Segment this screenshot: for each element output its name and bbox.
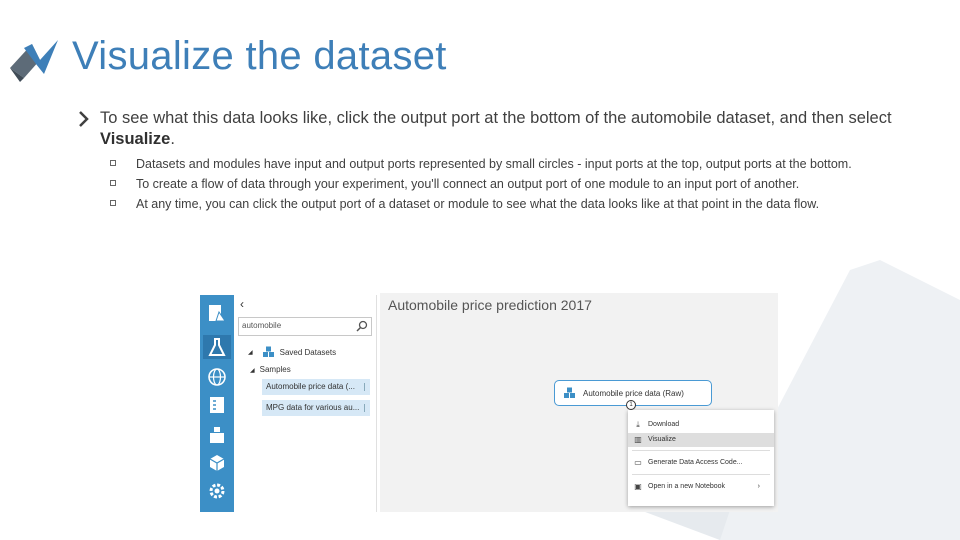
module-palette [234,295,377,512]
sub-bullet-list [110,156,870,216]
menu-separator [632,474,770,475]
main-bullet-text [100,108,948,150]
tree-node-label: Saved Datasets [279,347,337,357]
collapse-palette-button[interactable]: ‹ [240,297,244,311]
studio-screenshot [200,293,778,512]
visualize-chart-icon: ▥ [634,435,642,444]
sidebar-experiments-button[interactable] [203,335,231,359]
menu-item-download[interactable] [628,418,774,432]
icon-sidebar [200,295,234,512]
palette-dataset-item[interactable] [262,400,370,416]
sidebar-notebook-button[interactable] [203,301,231,325]
dataset-item-label: Automobile price data (... [266,382,355,391]
item-divider [364,404,365,412]
menu-separator [632,450,770,451]
logo-icon [10,38,64,82]
context-menu [628,410,774,506]
sub-bullet-text: At any time, you can click the output port of a dataset or module to see what the data looks like at that point in the data flow. [136,197,820,211]
sidebar-trained-models-button[interactable] [203,423,231,447]
menu-item-generate-code[interactable] [628,456,774,470]
palette-dataset-item[interactable] [262,379,370,395]
square-bullet-icon [110,180,116,186]
menu-item-label: Open in a new Notebook [648,483,726,490]
globe-icon [206,366,228,388]
search-value: automobile [242,321,282,330]
datasets-stack-icon [262,346,276,358]
notebook-icon: ▣ [634,482,642,491]
gear-icon [206,480,228,502]
sidebar-modules-button[interactable] [203,451,231,475]
menu-item-open-notebook[interactable] [628,480,774,494]
experiment-canvas[interactable] [380,293,778,512]
chevron-right-icon [78,110,90,128]
tree-node-saved-datasets[interactable] [248,346,336,358]
submenu-chevron-icon: › [757,483,760,490]
datasets-stack-icon [563,387,577,399]
expand-triangle-icon: ◢ [250,368,255,374]
code-icon: ▭ [634,458,642,467]
main-bullet [78,108,948,150]
notebook-icon [206,302,228,324]
menu-item-label: Generate Data Access Code... [648,459,743,466]
main-bullet-bold: Visualize [100,130,171,148]
output-port[interactable]: 1 [626,400,636,410]
dataset-icon [206,394,228,416]
module-label: Automobile price data (Raw) [583,388,684,398]
dataset-item-label: MPG data for various au... [266,403,360,412]
sub-bullet [110,156,870,173]
tree-node-label: Samples [259,365,291,374]
experiment-title[interactable]: Automobile price prediction 2017 [388,297,592,313]
sidebar-webservices-button[interactable] [203,365,231,389]
flask-icon [206,336,228,358]
download-icon: ⤓ [636,420,640,429]
tree-node-samples[interactable] [250,365,291,374]
module-cube-icon [206,452,228,474]
slide-title: Visualize the dataset [72,34,447,78]
menu-item-visualize[interactable] [628,433,774,447]
sub-bullet [110,176,870,193]
sub-bullet [110,196,870,213]
sidebar-datasets-button[interactable] [203,393,231,417]
search-icon[interactable] [356,320,368,332]
main-bullet-prefix: To see what this data looks like, click the output port at the bottom of the automobile dataset, and then select [100,109,892,127]
sub-bullet-text: To create a flow of data through your experiment, you'll connect an output port of one module to an input port of another. [136,177,800,191]
trained-model-icon [206,424,228,446]
sidebar-settings-button[interactable] [203,479,231,503]
expand-triangle-icon: ◢ [248,349,253,356]
sub-bullet-text: Datasets and modules have input and output ports represented by small circles - input ports at the top, output ports at the bottom. [136,157,852,171]
palette-search-input[interactable] [238,317,372,336]
main-bullet-suffix: . [170,130,175,148]
menu-item-label: Visualize [648,436,676,443]
item-divider [364,383,365,391]
square-bullet-icon [110,160,116,166]
square-bullet-icon [110,200,116,206]
menu-item-label: Download [648,421,680,428]
